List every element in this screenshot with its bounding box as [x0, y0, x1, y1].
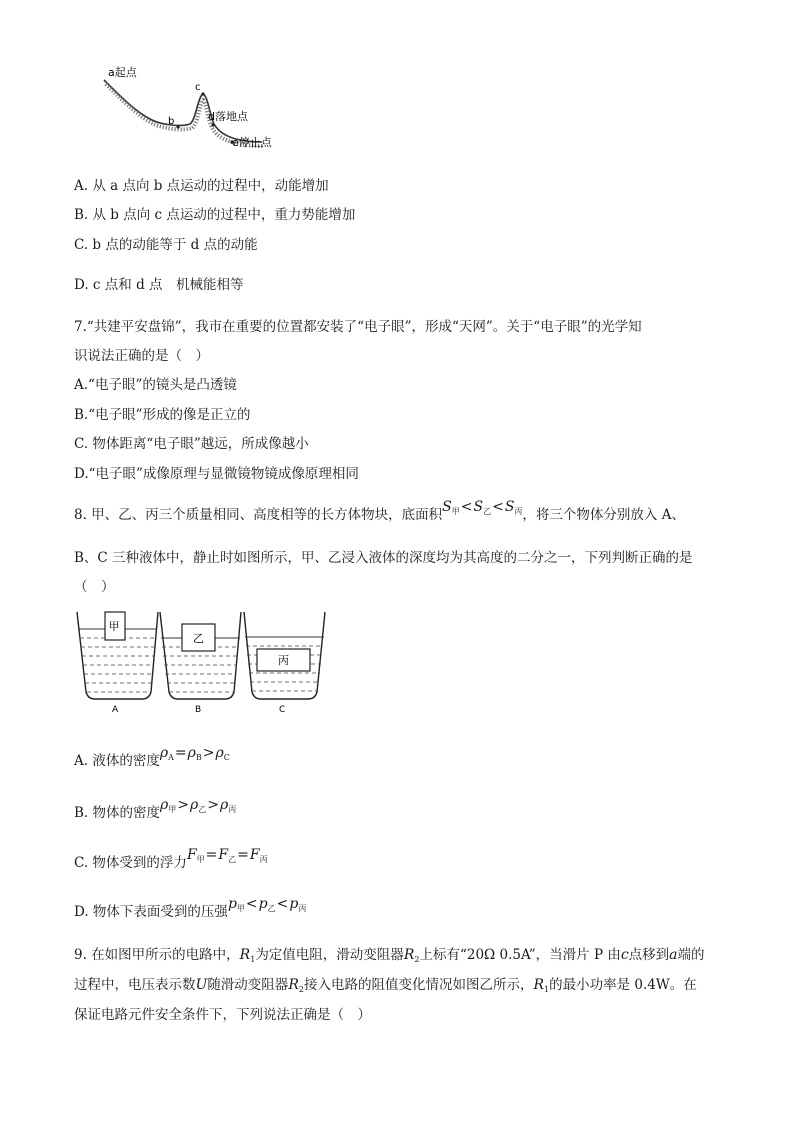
q6-option-b: B. 从 b 点向 c 点运动的过程中，重力势能增加	[74, 207, 356, 223]
container-c-label: C	[279, 705, 286, 715]
container-b	[160, 612, 241, 715]
container-a-label: A	[112, 705, 119, 715]
q8-stem-line1	[74, 499, 685, 529]
container-c	[244, 612, 325, 715]
q8-option-d: D. 物体下表面受到的压强$p_甲<p_乙<p_丙$	[74, 896, 307, 920]
block-jia-label: 甲	[108, 620, 120, 633]
q9-line1: 9. 在如图甲所示的电路中，$R_1$为定值电阻，滑动变阻器$R_2$上标有“20Ω 0.5A”，当滑片 P 由c点移到a端的	[74, 947, 705, 964]
q6-option-a: A. 从 a 点向 b 点运动的过程中，动能增加	[74, 178, 329, 194]
q6-option-c: C. b 点的动能等于 d 点的动能	[74, 237, 258, 253]
q8-area-inequality: $S_甲<S_乙<S_丙$	[442, 499, 523, 516]
q8-stem-line2: B、C 三种液体中，静止时如图所示，甲、乙浸入液体的深度均为其高度的二分之一，下列判断正确的是	[74, 550, 693, 566]
q8-option-b-math: $\rho_甲>\rho_乙>\rho_丙$	[160, 797, 237, 814]
container-a	[77, 612, 158, 715]
q8-stem-post: ，将三个物体分别放入 A、	[522, 507, 685, 523]
q9-line2: 过程中，电压表示数U随滑动变阻器$R_2$接入电路的阻值变化情况如图乙所示，$R_1$的最小功率是 0.4W。在	[74, 977, 697, 994]
q9-line3: 保证电路元件安全条件下，下列说法正确是（ ）	[74, 1007, 371, 1023]
q7-option-c: C. 物体距离“电子眼”越远，所成像越小	[74, 436, 309, 452]
q8-option-b: B. 物体的密度$\rho_甲>\rho_乙>\rho_丙$	[74, 797, 237, 821]
track-figure	[92, 58, 282, 152]
label-c: c	[195, 82, 201, 93]
label-b: b	[168, 116, 175, 127]
container-b-label: B	[195, 705, 202, 715]
q8-option-c: C. 物体受到的浮力$F_甲=F_乙=F_丙$	[74, 847, 268, 871]
label-e: e停止点	[232, 136, 272, 149]
q7-stem-line2: 识说法正确的是（ ）	[74, 348, 209, 364]
q7-option-d: D.“电子眼”成像原理与显微镜物镜成像原理相同	[74, 466, 359, 482]
q8-option-a-math: $\rho_A=\rho_B>\rho_C$	[159, 745, 230, 762]
q7-stem-line1: 7.“共建平安盘锦”，我市在重要的位置都安装了“电子眼”，形成“天网”。关于“电子眼”的光学知	[74, 319, 642, 335]
q7-option-a: A.“电子眼”的镜头是凸透镜	[74, 377, 237, 393]
q6-option-d: D. c 点和 d 点 机械能相等	[74, 277, 244, 293]
label-a: a起点	[108, 66, 137, 79]
q8-stem-line3: （ ）	[74, 579, 115, 595]
q8-option-c-math: $F_甲=F_乙=F_丙$	[186, 847, 268, 864]
point-c	[201, 92, 204, 95]
block-yi-label: 乙	[193, 632, 204, 645]
q8-option-a: A. 液体的密度$\rho_A=\rho_B>\rho_C$	[74, 745, 230, 769]
point-d	[211, 123, 214, 126]
block-bing-label: 丙	[278, 654, 289, 667]
q8-option-d-math: $p_甲<p_乙<p_丙$	[227, 896, 307, 913]
q7-option-b: B.“电子眼”形成的像是正立的	[74, 407, 251, 423]
point-b	[176, 125, 179, 128]
label-d: d落地点	[208, 110, 248, 123]
q8-stem-pre: 8. 甲、乙、丙三个质量相同、高度相等的长方体物块，底面积	[74, 507, 443, 523]
containers-figure	[72, 604, 332, 716]
